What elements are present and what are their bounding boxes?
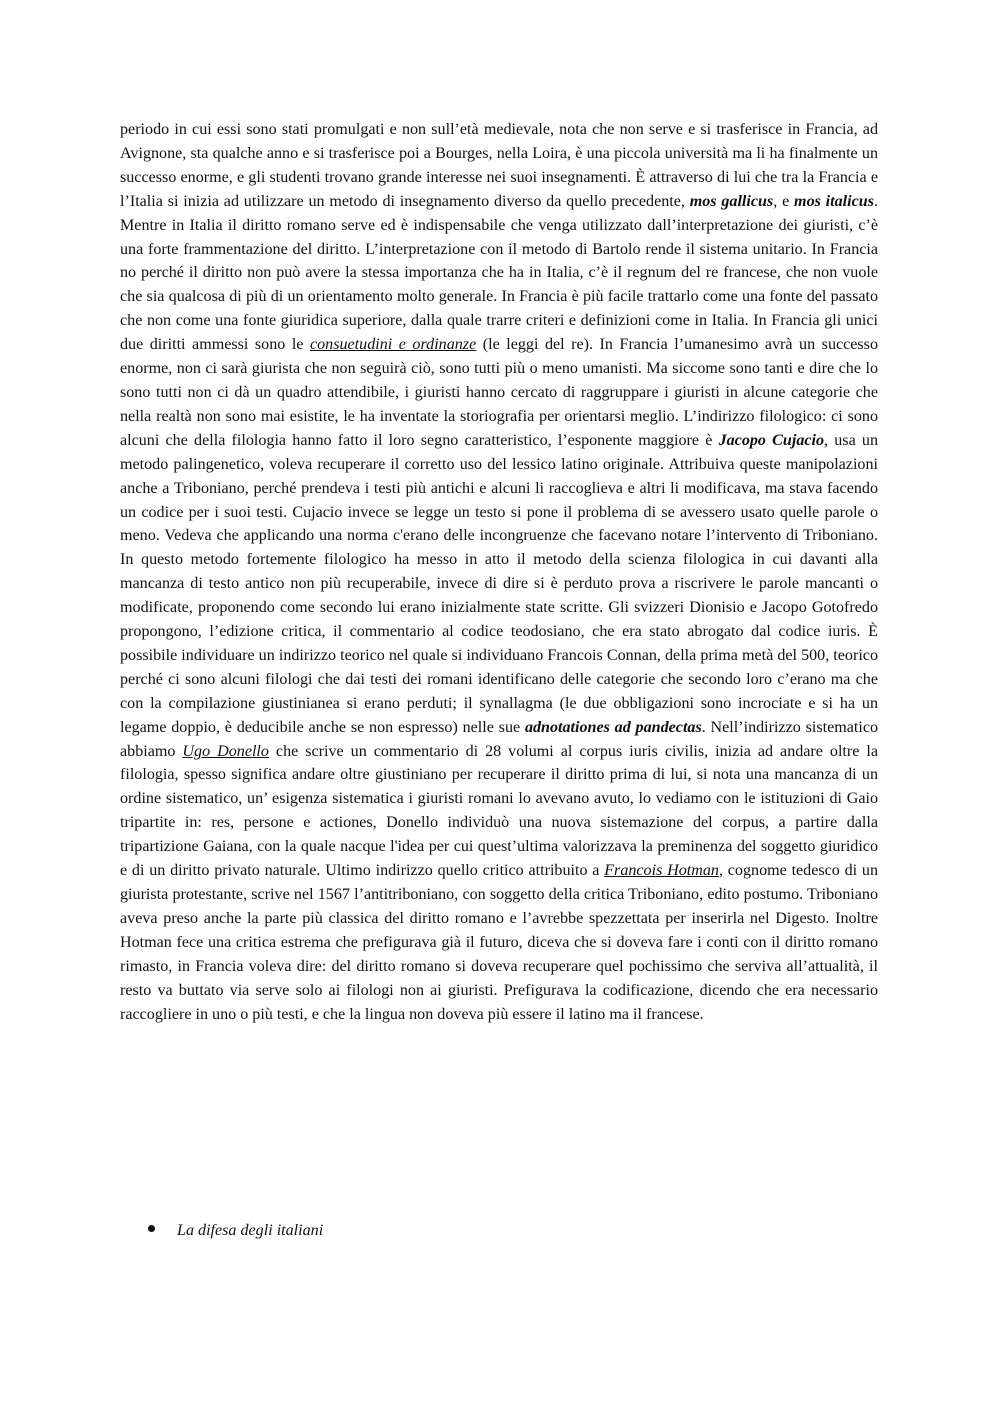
list-item-text: La difesa degli italiani bbox=[177, 1222, 324, 1239]
body-paragraph bbox=[120, 118, 878, 1026]
name-jacopo-cujacio: Jacopo Cujacio bbox=[718, 431, 825, 449]
term-mos-italicus: mos italicus bbox=[794, 192, 874, 210]
text-run: che scrive un commentario di 28 volumi al corpus iuris civilis, inizia ad andare oltre la filologia, spesso significa andare oltre giustiniano per recuperare il diritto prima di lui, si nota una mancanza di un ordine sistematico, un’ esigenza sistematica i giuristi romani lo avevano avuto, lo vediamo con le istituzioni di Gaio tripartite in: res, persone e actiones, Donello individuò una nuova sistemazione del corpus, a partire dalla tripartizione Gaiana, con la quale nacque l'idea per cui quest’ultima valorizzava la preminenza del soggetto giuridico e di un diritto privato naturale. Ultimo indirizzo quello critico attribuito a bbox=[120, 742, 878, 880]
term-adnotationes: adnotationes ad pandectas bbox=[524, 718, 702, 736]
name-francois-hotman: Francois Hotman bbox=[604, 862, 719, 880]
bullet-icon bbox=[148, 1225, 155, 1232]
text-run: . Nell’indirizzo sistematico abbiamo bbox=[120, 718, 879, 760]
text-run: periodo in cui essi sono stati promulgati e non sull’età medievale, nota che non serve e si trasferisce in Francia, ad Avignone, sta qualche anno e si trasferisce poi a Bourges, nella Loira, è una piccola università ma li ha finalmente un successo enorme, e gli studenti trovano grande interesse nei suoi insegnamenti. È attraverso di lui che tra la Francia e l’Italia si inizia ad utilizzare un metodo di insegnamento diverso da quello precedente, bbox=[120, 121, 878, 210]
text-run: , cognome tedesco di un giurista protestante, scrive nel 1567 l’antitriboniano, con soggetto della critica Triboniano, edito postumo. Triboniano aveva preso anche la parte più classica del diritto romano e l’avrebbe spezzettata per inserirla nel Digesto. Inoltre Hotman fece una critica estrema che prefigurava già il futuro, diceva che si doveva fare i conti con il diritto romano rimasto, in Francia voleva dire: del diritto romano si doveva recuperare quel pochissimo che serviva all’attualità, il resto va buttato via serve solo ai filologi non ai giuristi. Prefigurava la codificazione, dicendo che era necessario raccogliere in uno o più testi, e che la lingua non doveva più essere il latino ma il francese. bbox=[120, 862, 879, 1023]
name-ugo-donello: Ugo Donello bbox=[182, 742, 269, 760]
text-run: (le leggi del re). In Francia l’umanesimo avrà un successo enorme, non ci sarà giurista che non seguirà ciò, sono tutti più o meno umanisti. Ma siccome sono tanti e dire che lo sono tutti non ci dà un quadro attendibile, i giuristi hanno cercato di raggruppare i giuristi in alcune categorie che nella realtà non sono mai esistite, le ha inventate la storiografia per orientarsi meglio. L’indirizzo filologico: ci sono alcuni che della filologia hanno fatto il loro segno caratteristico, l’esponente maggiore è bbox=[120, 336, 878, 449]
text-run: , e bbox=[773, 192, 795, 210]
term-consuetudini-ordinanze: consuetudini e ordinanze bbox=[309, 336, 477, 354]
text-run: , usa un metodo palingenetico, voleva recuperare il corretto uso del lessico latino originale. Attribuiva queste manipolazioni anche a Triboniano, perché prendeva i testi più antichi e alcuni li raccoglieva e altri li modificava, ma stava facendo un codice per i suoi testi. Cujacio invece se legge un testo si pone il problema di se avessero usato quelle parole o meno. Vedeva che applicando una norma c'erano delle incongruenze che facevano notare l’intervento di Triboniano. In questo metodo fortemente filologico ha messo in atto il metodo della scienza filologica in cui davanti alla mancanza di testo antico non più recuperabile, invece di dire si è perduto prova a riscrivere le parole mancanti o modificate, proponendo come secondo lui erano inizialmente state scritte. Gli svizzeri Dionisio e Jacopo Gotofredo propongono, l’edizione critica, il commentario al codice teodosiano, che era stato abrogato dal codice iuris. È possibile individuare un indirizzo teorico nel quale si individuano Francois Connan, della prima metà del 500, teorico perché ci sono alcuni filologi che dai testi dei romani identificano delle categorie che secondo loro c’erano ma che con la compilazione giustinianea si erano perduti; il synallagma (le due obbligazioni sono incrociate e si ha un legame doppio, è deducibile anche se non espresso) nelle sue bbox=[120, 431, 879, 736]
list-item bbox=[148, 1219, 323, 1243]
text-run: . Mentre in Italia il diritto romano serve ed è indispensabile che venga utilizzato dall’interpretazione dei giuristi, c’è una forte frammentazione del diritto. L’interpretazione con il metodo di Bartolo rende il sistema unitario. In Francia no perché il diritto non può avere la stessa importanza che ha in Italia, c’è il regnum del re francese, che non vuole che sia qualcosa di più di un orientamento molto generale. In Francia è più facile trattarlo come una fonte del passato che non come una fonte giuridica superiore, dalla quale trarre criteri e definizioni come in Italia. In Francia gli unici due diritti ammessi sono le bbox=[120, 192, 879, 354]
document-page bbox=[120, 118, 878, 1026]
term-mos-gallicus: mos gallicus bbox=[689, 192, 774, 210]
